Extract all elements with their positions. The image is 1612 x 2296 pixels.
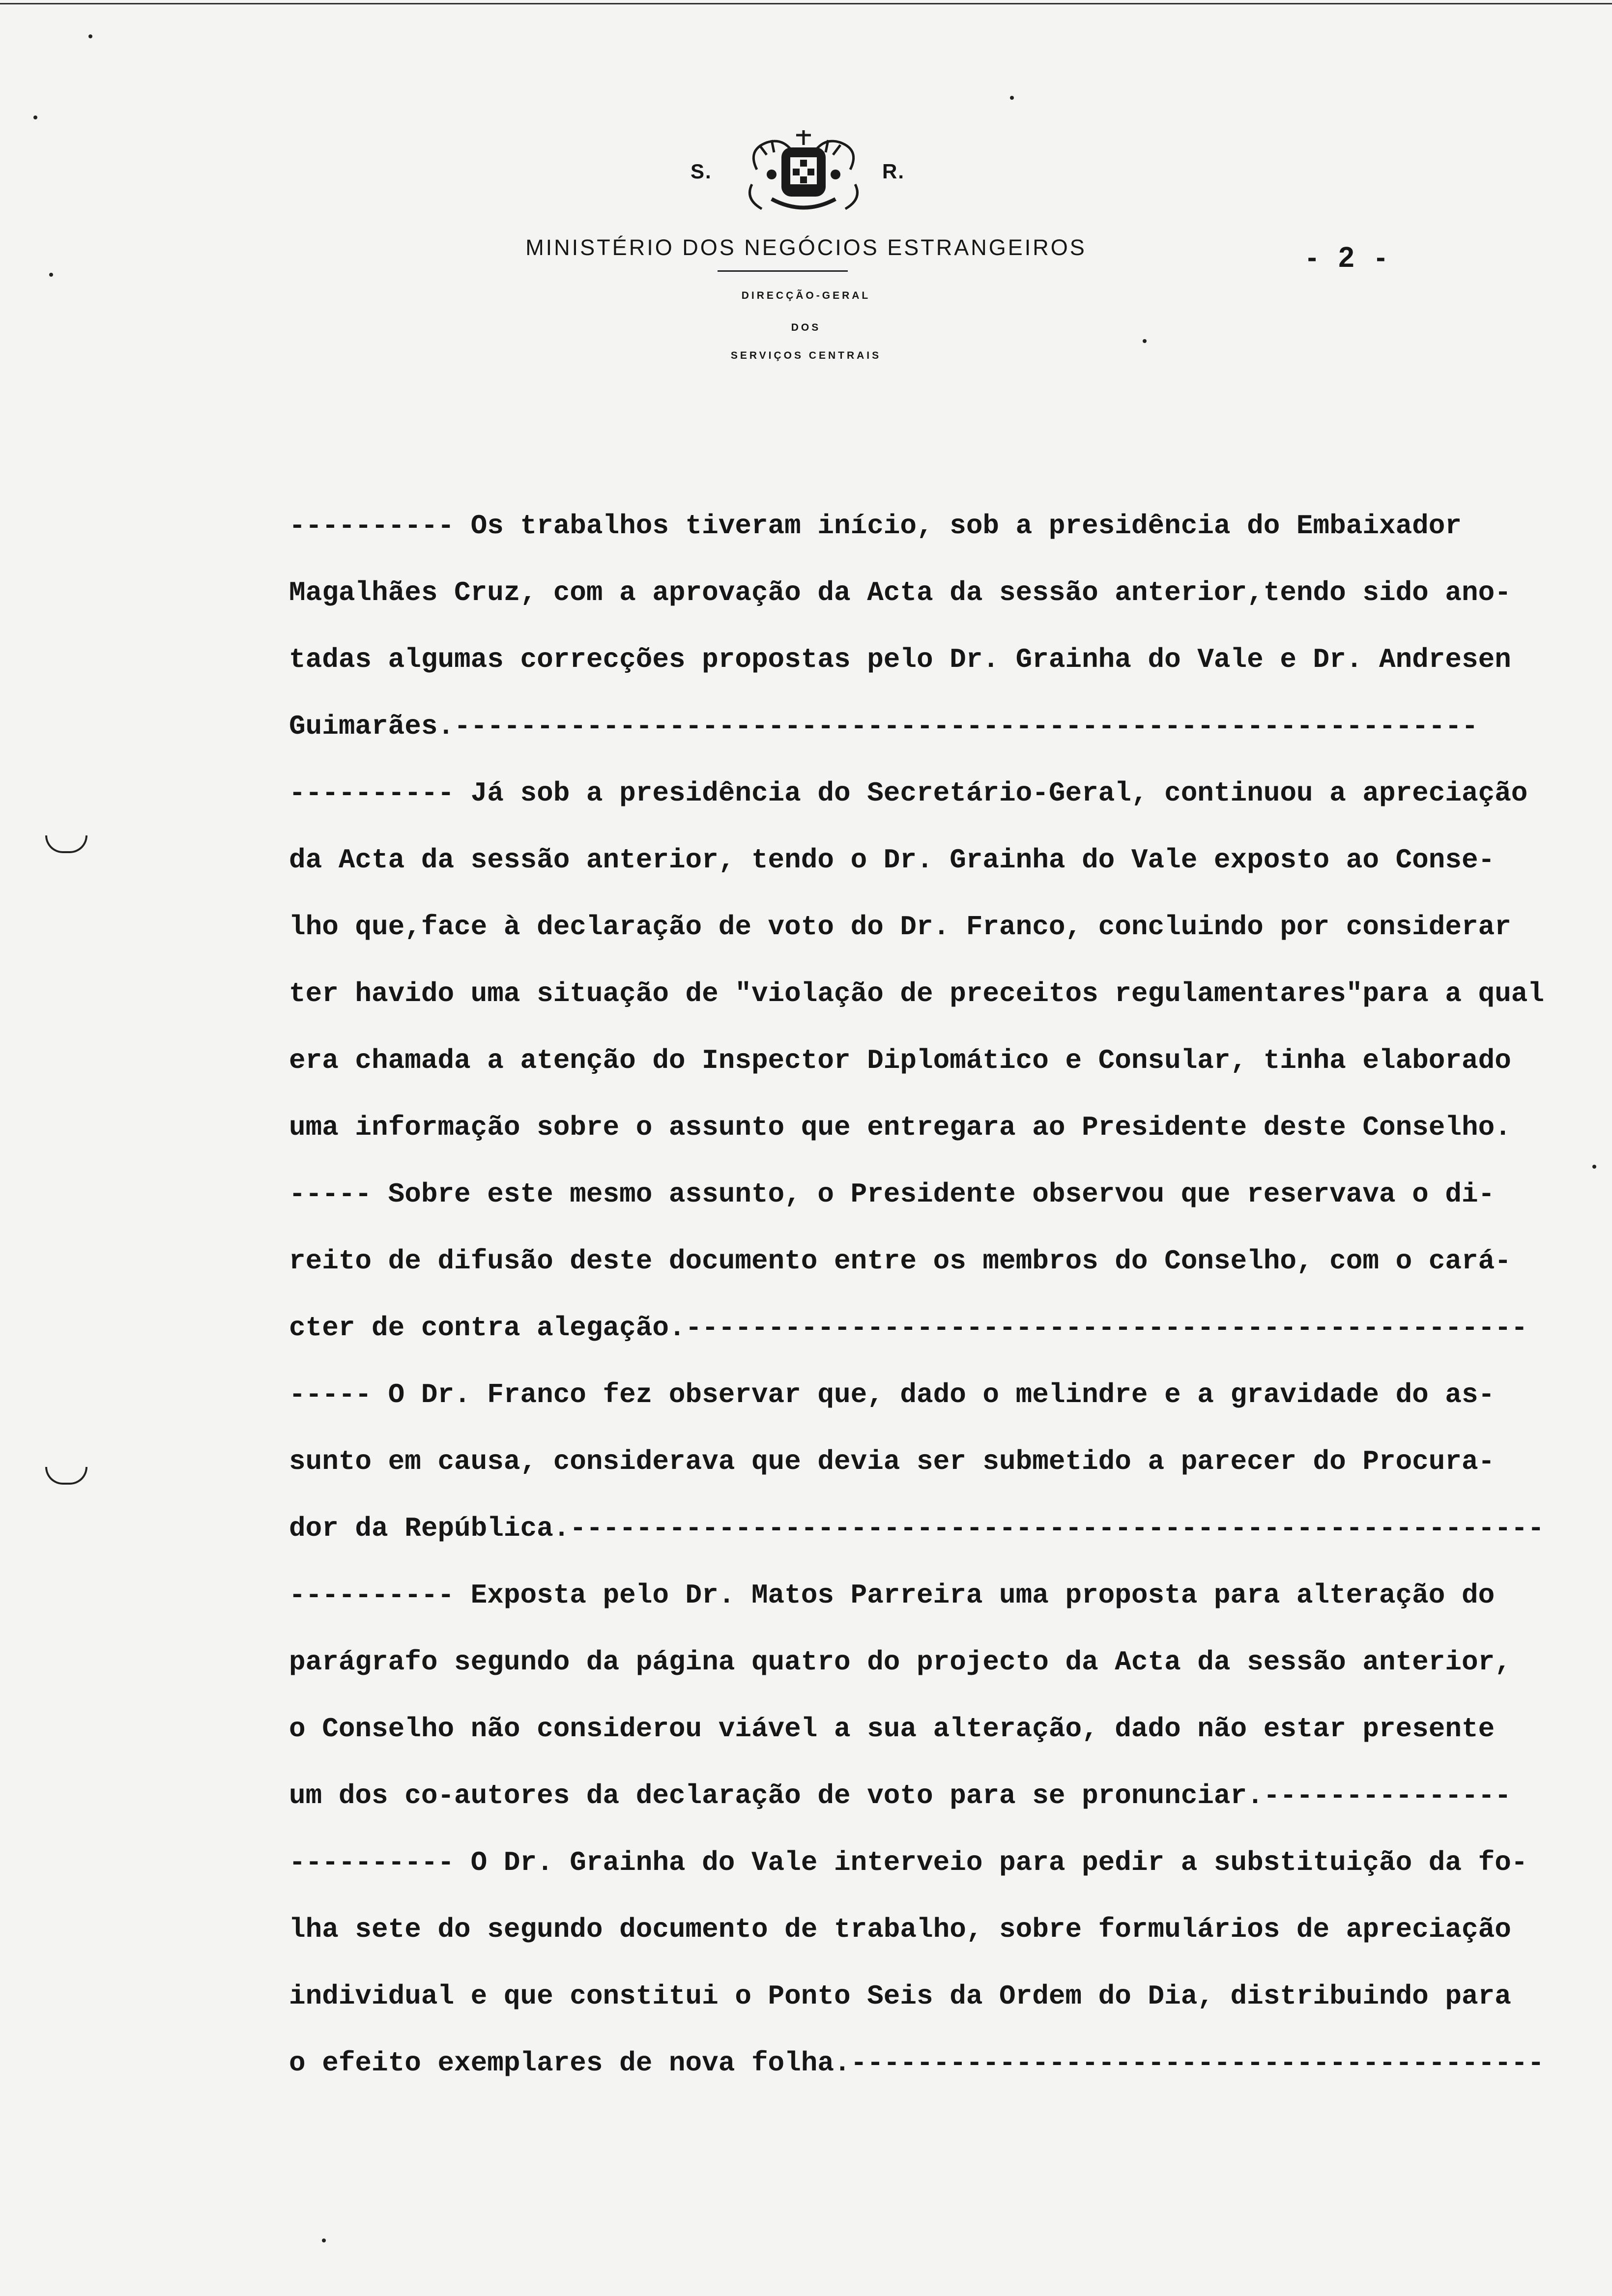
text-line: reito de difusão deste documento entre os membros do Conselho, com o cará- xyxy=(289,1245,1511,1277)
binder-hole-mark xyxy=(45,1467,87,1485)
top-border-rule xyxy=(0,3,1612,4)
department-line-3: SERVIÇOS CENTRAIS xyxy=(730,350,882,361)
text-line: uma informação sobre o assunto que entregara ao Presidente deste Conselho. xyxy=(289,1112,1511,1143)
ministry-title: MINISTÉRIO DOS NEGÓCIOS ESTRANGEIROS xyxy=(525,235,1087,260)
header-right-letter: R. xyxy=(882,160,905,183)
text-line: dor da República.----------------------------------------------------------- xyxy=(289,1513,1545,1544)
header-left-letter: S. xyxy=(691,160,712,183)
department-line-2: DOS xyxy=(791,322,821,333)
text-line: ---------- Os trabalhos tiveram início, sob a presidência do Embaixador xyxy=(289,510,1462,542)
page-number: - 2 - xyxy=(1307,241,1393,273)
binder-hole-mark xyxy=(45,835,87,853)
text-line: um dos co-autores da declaração de voto para se pronunciar.--------------- xyxy=(289,1780,1511,1811)
text-line: lho que,face à declaração de voto do Dr. Franco, concluindo por considerar xyxy=(289,911,1511,943)
scan-speck xyxy=(33,115,37,119)
scan-speck xyxy=(322,2239,326,2242)
text-line: ----- Sobre este mesmo assunto, o Presidente observou que reservava o di- xyxy=(289,1178,1495,1210)
text-line: ter havido uma situação de "violação de preceitos regulamentares"para a qual xyxy=(289,978,1545,1009)
scan-speck xyxy=(88,34,92,38)
text-line: era chamada a atenção do Inspector Diplomático e Consular, tinha elaborado xyxy=(289,1045,1511,1076)
text-line: parágrafo segundo da página quatro do projecto da Acta da sessão anterior, xyxy=(289,1646,1511,1678)
text-line: ---------- Exposta pelo Dr. Matos Parreira uma proposta para alteração do xyxy=(289,1579,1495,1611)
text-line: Magalhães Cruz, com a aprovação da Acta da sessão anterior,tendo sido ano- xyxy=(289,577,1511,608)
ministry-underline xyxy=(718,270,848,272)
text-line: da Acta da sessão anterior, tendo o Dr. Grainha do Vale exposto ao Conse- xyxy=(289,844,1495,876)
scan-speck xyxy=(1143,339,1147,343)
scan-speck xyxy=(1010,96,1014,100)
coat-of-arms-emblem xyxy=(737,125,870,219)
text-line: ---------- Já sob a presidência do Secretário-Geral, continuou a apreciação xyxy=(289,777,1528,809)
text-line: ----- O Dr. Franco fez observar que, dado o melindre e a gravidade do as- xyxy=(289,1379,1495,1410)
scan-speck xyxy=(49,273,53,277)
text-line: o Conselho não considerou viável a sua alteração, dado não estar presente xyxy=(289,1713,1495,1745)
text-line: tadas algumas correcções propostas pelo Dr. Grainha do Vale e Dr. Andresen xyxy=(289,644,1511,675)
text-line: Guimarães.-------------------------------------------------------------- xyxy=(289,711,1478,742)
text-line: lha sete do segundo documento de trabalho, sobre formulários de apreciação xyxy=(289,1914,1511,1945)
text-line: o efeito exemplares de nova folha.------------------------------------------ xyxy=(289,2047,1545,2079)
scan-speck xyxy=(1592,1165,1596,1169)
text-line: individual e que constitui o Ponto Seis da Ordem do Dia, distribuindo para xyxy=(289,1980,1511,2012)
text-line: ---------- O Dr. Grainha do Vale interveio para pedir a substituição da fo- xyxy=(289,1847,1528,1878)
department-line-1: DIRECÇÃO-GERAL xyxy=(741,290,871,301)
text-line: sunto em causa, considerava que devia ser submetido a parecer do Procura- xyxy=(289,1446,1495,1477)
text-line: cter de contra alegação.--------------------------------------------------- xyxy=(289,1312,1528,1344)
